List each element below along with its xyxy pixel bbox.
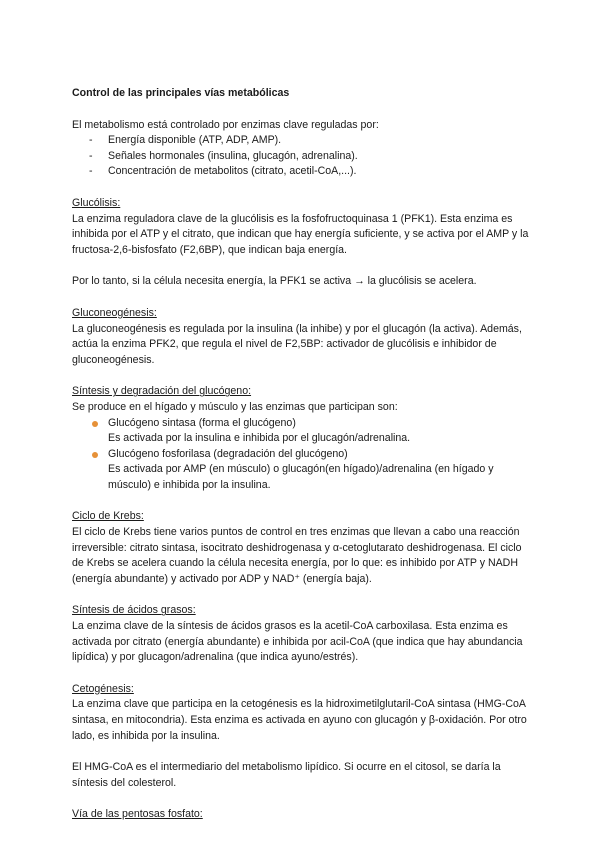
enzyme-detail: Es activada por AMP (en músculo) o glucagón(en hígado)/adrenalina (en hígado y músculo) e inhibida por la insulina. (108, 463, 494, 491)
page-title: Control de las principales vías metabólicas (72, 87, 290, 99)
list-item: - Energía disponible (ATP, ADP, AMP). (89, 134, 282, 147)
enzyme-list (72, 416, 532, 432)
section-heading-glucolisis: Glucólisis: (72, 196, 121, 209)
list-item: - Concentración de metabolitos (citrato, acetil-CoA,...). (89, 165, 357, 178)
glucolisis-paragraph-1: La enzima reguladora clave de la glucólisis es la fosfofructoquinasa 1 (PFK1). Esta enzima es inhibida por el ATP y el citrato, que indican que hay energía suficiente, y se activa por el AMP y la fructosa-2,6-bisfosfato (F2,6BP), que indican baja energía. (72, 212, 529, 256)
intro-text: El metabolismo está controlado por enzimas clave reguladas por: (72, 118, 379, 131)
section-heading-glucogeno: Síntesis y degradación del glucógeno: (72, 385, 252, 398)
glucogeno-paragraph: Se produce en el hígado y músculo y las enzimas que participan son: (72, 400, 398, 413)
glucolisis-paragraph-2: Por lo tanto, si la célula necesita energía, la PFK1 se activa → la glucólisis se acelera. (72, 275, 477, 288)
document-page (72, 86, 532, 823)
regulation-list (72, 133, 532, 180)
enzyme-detail: Es activada por la insulina e inhibida por el glucagón/adrenalina. (108, 432, 411, 445)
gluconeogenesis-paragraph: La gluconeogénesis es regulada por la insulina (la inhibe) y por el glucagón (la activa). Además, actúa la enzima PFK2, que regula el nivel de F2,5BP: activador de glucólisis e inhibidor de gluconeogénesis. (72, 322, 522, 366)
section-heading-krebs: Ciclo de Krebs: (72, 510, 144, 523)
acidos-paragraph: La enzima clave de la síntesis de ácidos grasos es la acetil-CoA carboxilasa. Esta enzima es activada por citrato (energía abundante) e inhibida por acil-CoA (que indica que hay abundancia lipídica) y por glucagon/adrenalina (que indica ayuno/estrés). (72, 620, 523, 664)
cetogenesis-paragraph-1: La enzima clave que participa en la cetogénesis es la hidroximetilglutaril-CoA sintasa (HMG-CoA sintasa, en mitocondria). Esta enzima es activada en ayuno con glucagón y β-oxidación. Por otro lado, es inhibida por la insulina. (72, 698, 527, 742)
cetogenesis-paragraph-2: El HMG-CoA es el intermediario del metabolismo lipídico. Si ocurre en el citosol, se daría la síntesis del colesterol. (72, 761, 501, 789)
enzyme-list (72, 447, 532, 463)
list-item: Glucógeno fosforilasa (degradación del glucógeno) (72, 447, 532, 463)
section-heading-acidos-grasos: Síntesis de ácidos grasos: (72, 604, 196, 617)
bullet-icon (92, 421, 98, 427)
section-heading-pentosas: Vía de las pentosas fosfato: (72, 808, 203, 821)
list-item: - Señales hormonales (insulina, glucagón, adrenalina). (89, 149, 358, 162)
section-heading-cetogenesis: Cetogénesis: (72, 682, 134, 695)
list-item: Glucógeno sintasa (forma el glucógeno) (72, 416, 532, 432)
krebs-paragraph: El ciclo de Krebs tiene varios puntos de control en tres enzimas que llevan a cabo una reacción irreversible: citrato sintasa, isocitrato deshidrogenasa y α-cetoglutarato deshidrogenasa. El ciclo de Krebs se acelera cuando la célula necesita energía, por lo que: es inhibido por ATP y NADH (energía abundante) y activado por ADP y NAD⁺ (energía baja). (72, 526, 522, 585)
section-heading-gluconeogenesis: Gluconeogénesis: (72, 306, 157, 319)
bullet-icon (92, 452, 98, 458)
